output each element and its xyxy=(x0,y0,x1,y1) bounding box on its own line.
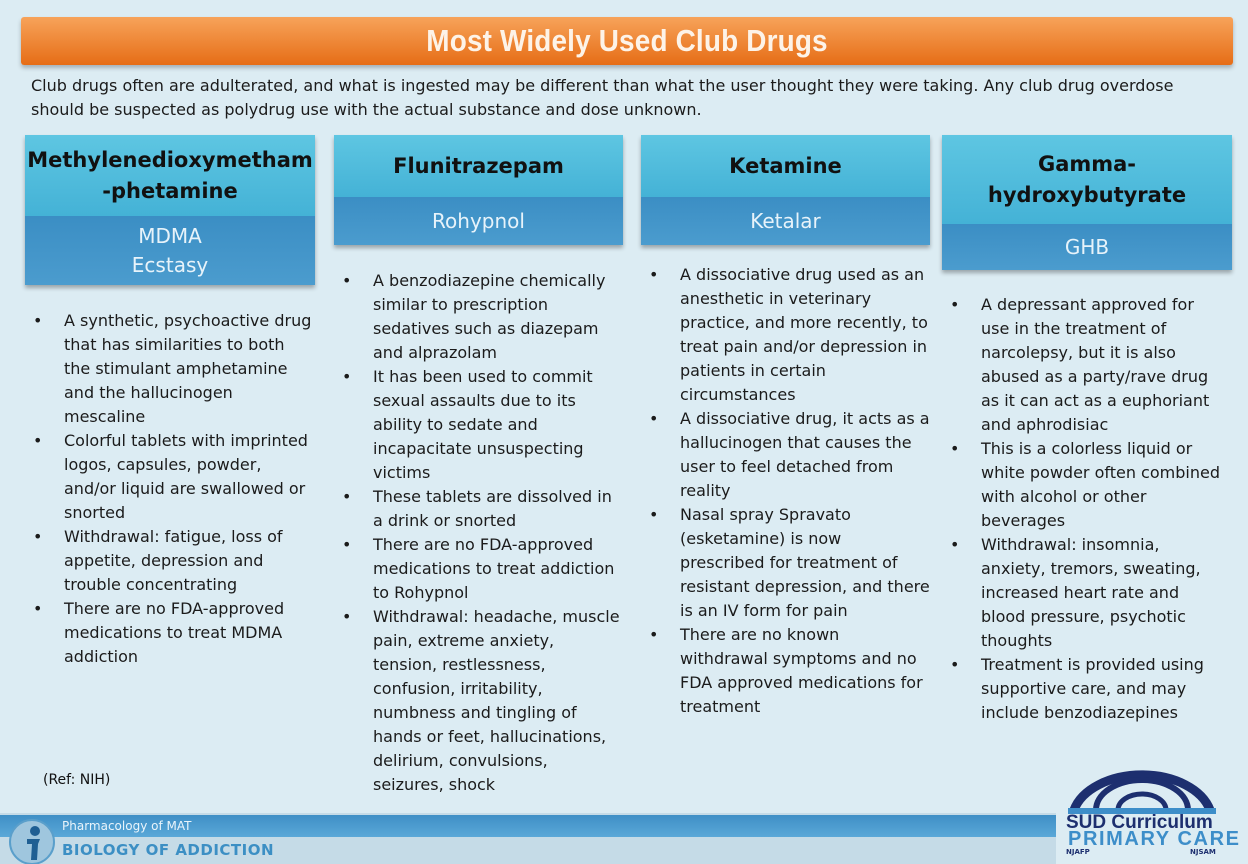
bullet-list xyxy=(334,269,623,797)
drug-alias: Ketalar xyxy=(750,208,821,233)
list-item: • These tablets are dissolved in a drink or snorted xyxy=(334,485,623,533)
list-item: • A depressant approved for use in the treatment of narcolepsy, but it is also abused as a party/rave drug as it can act as a euphoriant and aphrodisiac xyxy=(942,293,1222,437)
list-item: • A dissociative drug, it acts as a hallucinogen that causes the user to feel detached from reality xyxy=(641,407,930,503)
drug-aliases xyxy=(25,216,315,285)
page-title: Most Widely Used Club Drugs xyxy=(426,23,828,58)
drug-column-ketamine xyxy=(641,135,930,716)
reference-note: (Ref: NIH) xyxy=(43,772,111,788)
drug-column-mdma xyxy=(25,135,315,666)
list-item: • A synthetic, psychoactive drug that has similarities to both the stimulant amphetamine and the hallucinogen mescaline xyxy=(25,309,315,429)
drug-name xyxy=(942,135,1232,224)
drug-card xyxy=(334,135,623,245)
drug-card xyxy=(25,135,315,285)
sud-curriculum-logo xyxy=(1062,762,1241,858)
drug-alias: Ecstasy xyxy=(131,252,209,277)
drug-name-line: -phetamine xyxy=(102,178,238,203)
list-item: • There are no FDA-approved medications to treat addiction to Rohypnol xyxy=(334,533,623,605)
list-item: • It has been used to commit sexual assaults due to its ability to sedate and incapacitate unsuspecting victims xyxy=(334,365,623,485)
drug-column-flunitrazepam xyxy=(334,135,623,794)
drug-alias: MDMA xyxy=(138,223,202,248)
drug-name-line: Methylenedioxymetham xyxy=(27,147,313,172)
footer-bar xyxy=(0,813,1056,864)
drug-aliases xyxy=(641,197,930,245)
drug-name-line: Gamma- xyxy=(1037,151,1137,176)
logo-right-tag: NJSAM xyxy=(1190,848,1216,856)
list-item: • Withdrawal: headache, muscle pain, extreme anxiety, tension, restlessness, confusion, irritability, numbness and tingling of hands or feet, hallucinations, delirium, convulsions, seizures, shock xyxy=(334,605,623,797)
list-item: • There are no FDA-approved medications to treat MDMA addiction xyxy=(25,597,315,669)
drug-name xyxy=(25,135,315,216)
intro-text: Club drugs often are adulterated, and what is ingested may be different than what the user thought they were taking. Any club drug overdose should be suspected as polydrug use with the actual substance and dose unknown. xyxy=(31,76,1174,119)
list-item: • Colorful tablets with imprinted logos, capsules, powder, and/or liquid are swallowed or snorted xyxy=(25,429,315,525)
arch-logo-icon xyxy=(1062,762,1222,818)
bullet-list xyxy=(641,263,930,719)
drug-column-ghb xyxy=(942,135,1232,722)
logo-subtitle: PRIMARY CARE xyxy=(1068,828,1241,850)
list-item: • A dissociative drug used as an anesthetic in veterinary practice, and more recently, to treat pain and/or depression in patients in certain circumstances xyxy=(641,263,930,407)
drug-aliases xyxy=(942,224,1232,270)
list-item: • This is a colorless liquid or white powder often combined with alcohol or other beverages xyxy=(942,437,1222,533)
drug-name-line: hydroxybutyrate xyxy=(987,182,1187,207)
drug-name xyxy=(641,135,930,197)
logo-title: SUD Curriculum xyxy=(1066,812,1213,833)
info-person-icon xyxy=(8,818,56,864)
bullet-list xyxy=(25,309,315,669)
list-item: • Withdrawal: insomnia, anxiety, tremors, sweating, increased heart rate and blood pressure, psychotic thoughts xyxy=(942,533,1222,653)
drug-aliases xyxy=(334,197,623,245)
drug-card xyxy=(641,135,930,245)
drug-name xyxy=(334,135,623,197)
drug-alias: GHB xyxy=(1064,234,1110,259)
logo-left-tag: NJAFP xyxy=(1066,848,1090,856)
footer-section-label: BIOLOGY OF ADDICTION xyxy=(62,841,275,859)
drug-card xyxy=(942,135,1232,270)
list-item: • Withdrawal: fatigue, loss of appetite, depression and trouble concentrating xyxy=(25,525,315,597)
footer-course-label: Pharmacology of MAT xyxy=(62,819,192,833)
list-item: • A benzodiazepine chemically similar to prescription sedatives such as diazepam and alprazolam xyxy=(334,269,623,365)
drug-name-line: Ketamine xyxy=(729,153,842,178)
list-item: • There are no known withdrawal symptoms and no FDA approved medications for treatment xyxy=(641,623,930,719)
list-item: • Treatment is provided using supportive care, and may include benzodiazepines xyxy=(942,653,1222,725)
drug-name-line: Flunitrazepam xyxy=(393,153,564,178)
drug-alias: Rohypnol xyxy=(432,208,525,233)
bullet-list xyxy=(942,293,1222,725)
title-banner xyxy=(21,17,1233,65)
list-item: • Nasal spray Spravato (esketamine) is now prescribed for treatment of resistant depression, and there is an IV form for pain xyxy=(641,503,930,623)
